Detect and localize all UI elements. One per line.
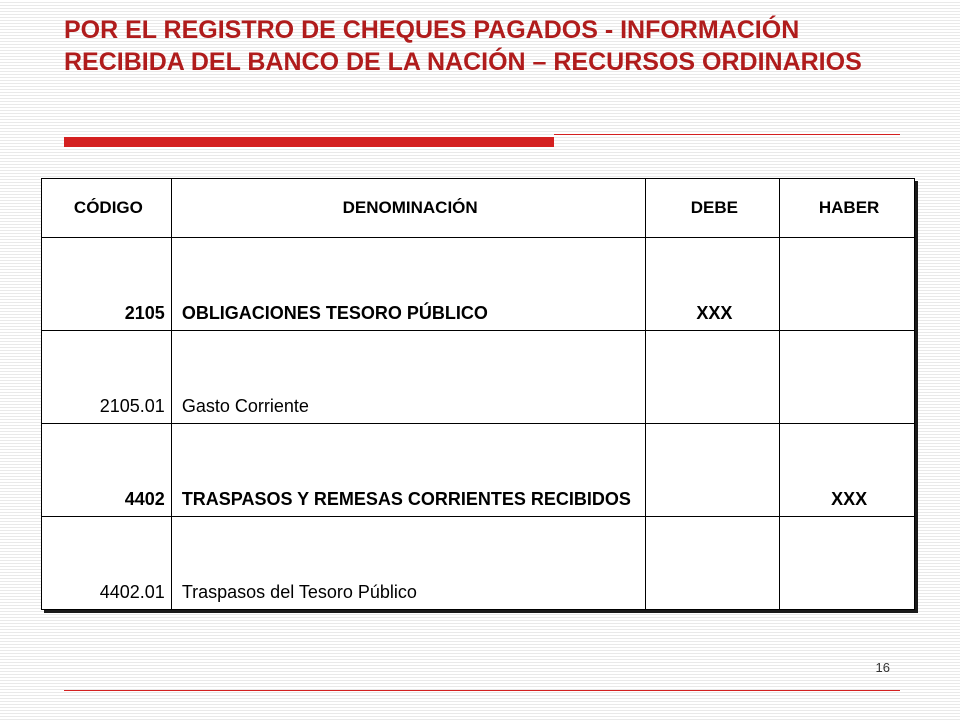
row-name: OBLIGACIONES TESORO PÚBLICO [171,238,645,331]
slide-title-line-2: RECIBIDA DEL BANCO DE LA NACIÓN – RECURSOS ORDINARIOS [64,48,862,76]
table-row [42,238,915,331]
row-code: 4402 [42,424,172,517]
table-row [42,331,915,424]
row-code: 2105 [42,238,172,331]
row-haber: XXX [780,424,915,517]
row-debe [645,517,780,610]
table-row [42,517,915,610]
title-underline-thin [554,134,900,135]
header-debe: DEBE [645,179,780,238]
table-row [42,424,915,517]
accounting-entry-table [41,178,915,610]
row-name: Gasto Corriente [171,331,645,424]
slide-title [64,14,944,78]
header-code: CÓDIGO [42,179,172,238]
footer-rule [64,690,900,691]
row-code: 4402.01 [42,517,172,610]
header-name: DENOMINACIÓN [171,179,645,238]
row-name: Traspasos del Tesoro Público [171,517,645,610]
slide-title-line-1: POR EL REGISTRO DE CHEQUES PAGADOS - INFORMACIÓN [64,16,800,44]
page-number: 16 [875,660,890,675]
row-haber [780,517,915,610]
title-underline-thick [64,137,554,147]
row-name: TRASPASOS Y REMESAS CORRIENTES RECIBIDOS [171,424,645,517]
row-code: 2105.01 [42,331,172,424]
table-header-row [42,179,915,238]
row-haber [780,331,915,424]
row-haber [780,238,915,331]
row-debe [645,331,780,424]
row-debe [645,424,780,517]
row-debe: XXX [645,238,780,331]
header-haber: HABER [780,179,915,238]
